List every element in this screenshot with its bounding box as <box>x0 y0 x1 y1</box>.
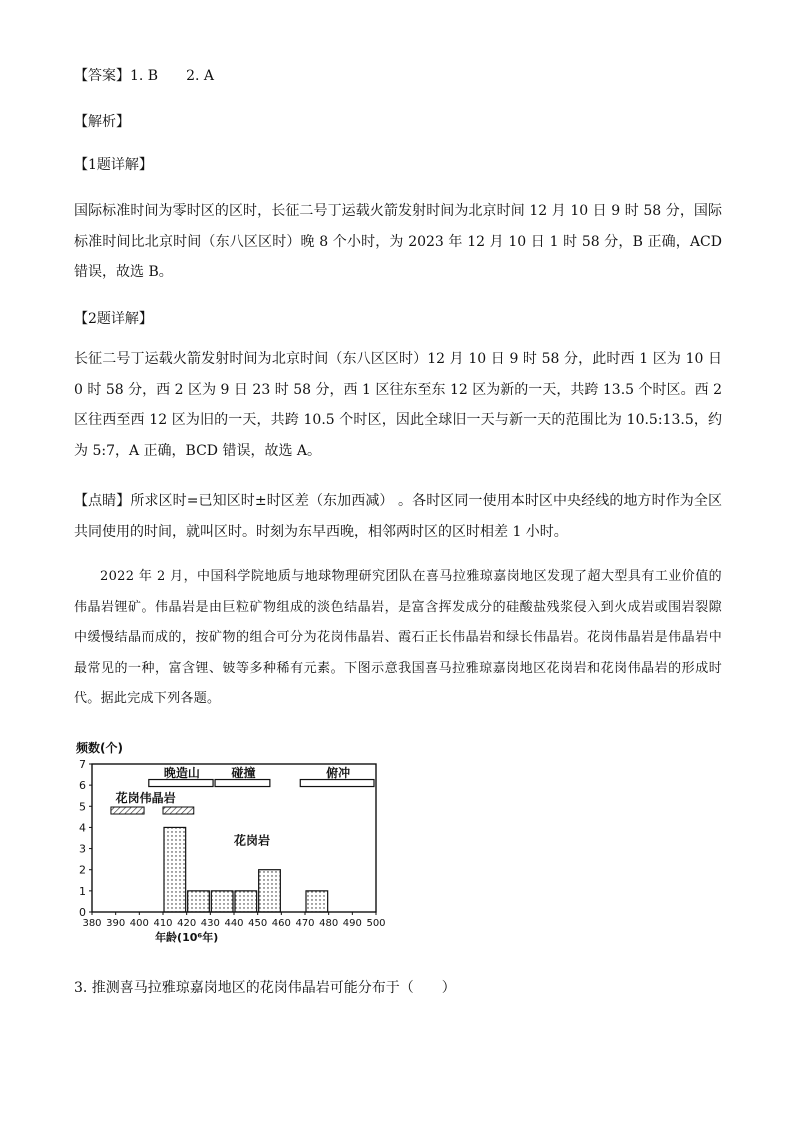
y-tick-label: 0 <box>79 906 86 919</box>
histogram-bar <box>164 827 186 912</box>
x-tick-label: 400 <box>129 918 149 929</box>
x-tick-label: 460 <box>271 918 291 929</box>
histogram-bar <box>211 891 233 912</box>
x-tick-label: 410 <box>153 918 173 929</box>
histogram-bar <box>188 891 210 912</box>
pegmatite-range-bar <box>163 807 194 814</box>
y-tick-label: 1 <box>79 884 86 898</box>
question-3: 3. 推测喜马拉雅琼嘉岗地区的花岗伟晶岩可能分布于（ ） <box>74 980 456 996</box>
x-axis-title: 年龄(10⁶年) <box>155 931 219 944</box>
y-tick-label: 5 <box>79 800 86 814</box>
x-tick-label: 420 <box>177 918 197 929</box>
pegmatite-label: 花岗伟晶岩 <box>115 791 176 806</box>
tectonic-period-label: 碰撞 <box>231 766 256 781</box>
x-tick-label: 480 <box>319 918 339 929</box>
histogram-bar <box>235 891 257 912</box>
analysis-label: 【解析】 <box>74 114 130 130</box>
q1-detail-label: 【1题详解】 <box>74 157 153 173</box>
x-tick-label: 500 <box>366 918 386 929</box>
x-tick-label: 490 <box>342 918 362 929</box>
x-tick-label: 430 <box>200 918 220 929</box>
passage-text: 2022 年 2 月，中国科学院地质与地球物理研究团队在喜马拉雅琼嘉岗地区发现了超大型具有工业价值的伟晶岩锂矿。伟晶岩是由巨粒矿物组成的淡色结晶岩，是富含挥发成分的硅酸盐残浆侵入到火成岩或围岩裂隙中缓慢结晶而成的，按矿物的组合可分为花岗伟晶岩、霞石正长伟晶岩和绿长伟晶岩。花岗伟晶岩是伟晶岩中最常见的一种，富含锂、铍等多种稀有元素。下图示意我国喜马拉雅琼嘉岗地区花岗岩和花岗伟晶岩的形成时代。据此完成下列各题。 <box>74 569 722 706</box>
age-histogram-chart <box>70 738 400 948</box>
x-tick-label: 440 <box>224 918 244 929</box>
tips-text: 【点睛】所求区时=已知区时±时区差（东加西减） 。各时区同一使用本时区中央经线的地方时作为全区共同使用的时间，就叫区时。时刻为东早西晚，相邻两时区的区时相差 1 小时。 <box>74 493 722 540</box>
y-axis-title: 频数(个) <box>76 741 123 755</box>
y-tick-label: 4 <box>79 821 86 835</box>
q1-detail-text: 国际标准时间为零时区的区时，长征二号丁运载火箭发射时间为北京时间 12 月 10 日 9 时 58 分，国际标准时间比北京时间（东八区区时）晚 8 个小时，为 2023 年 12 月 10 日 1 时 58 分，B 正确，ACD 错误，故选 B。 <box>74 203 722 280</box>
x-tick-label: 390 <box>106 918 126 929</box>
tectonic-period-bar <box>215 780 270 787</box>
granite-annotation: 花岗岩 <box>234 833 271 848</box>
histogram-bar <box>306 891 328 912</box>
x-tick-label: 470 <box>295 918 315 929</box>
pegmatite-range-bar <box>111 807 144 814</box>
tectonic-period-bar <box>149 780 213 787</box>
y-tick-label: 7 <box>79 758 86 771</box>
tectonic-period-label: 俯冲 <box>326 766 351 781</box>
histogram-bar <box>259 870 281 912</box>
tectonic-period-label: 晚造山 <box>163 766 200 781</box>
y-tick-label: 3 <box>79 842 86 856</box>
tectonic-period-bar <box>300 780 374 787</box>
q2-detail-label: 【2题详解】 <box>74 311 153 327</box>
q2-detail-text: 长征二号丁运载火箭发射时间为北京时间（东八区区时）12 月 10 日 9 时 58 分，此时西 1 区为 10 日 0 时 58 分，西 2 区为 9 日 23 时 58 分，西 1 区往东至东 12 区为新的一天，共跨 13.5 个时区。西 2 区往西至西 12 区为旧的一天，共跨 10.5 个时区，因此全球旧一天与新一天的范围比为 10.5:13.5，约为 5:7，A 正确，BCD 错误，故选 A。 <box>74 351 722 459</box>
y-tick-label: 2 <box>79 863 86 877</box>
x-tick-label: 450 <box>248 918 268 929</box>
y-tick-label: 6 <box>79 779 86 793</box>
answer-line: 【答案】1. B 2. A <box>74 68 215 84</box>
x-tick-label: 380 <box>82 918 102 929</box>
